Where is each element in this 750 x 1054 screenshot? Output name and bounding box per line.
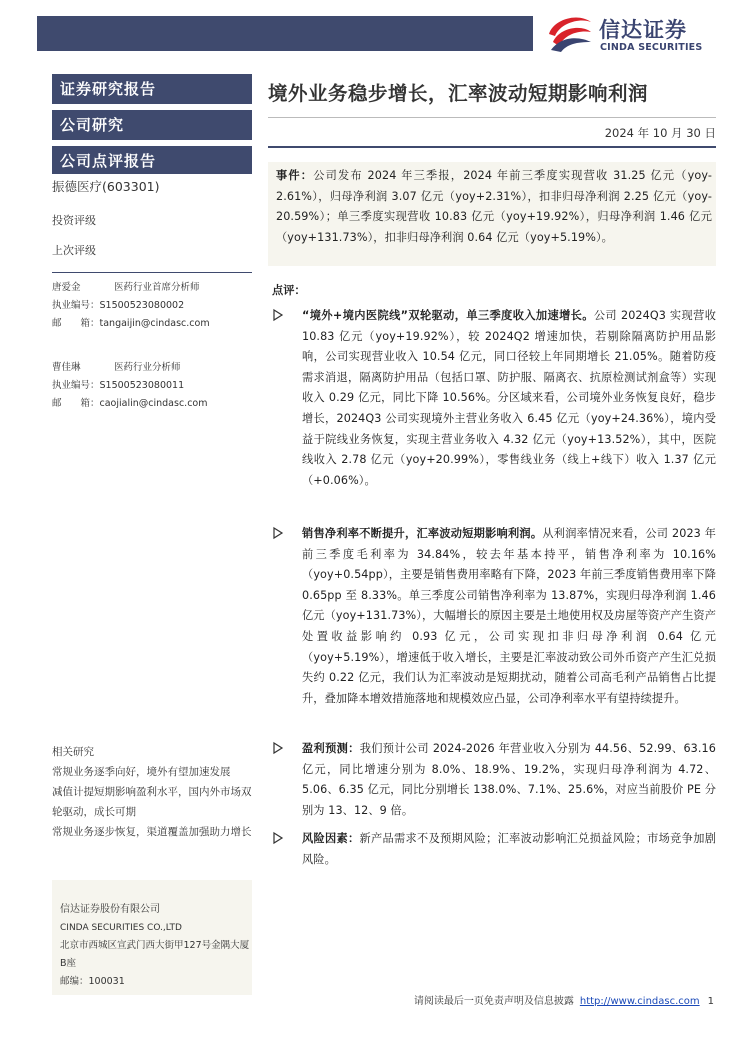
cert-label: 执业编号： <box>52 300 100 311</box>
company-en: CINDA SECURITIES CO.,LTD <box>60 923 182 933</box>
related-item[interactable]: 减值计提短期影响盈利水平，国内外市场双轮驱动，成长可期 <box>52 786 252 818</box>
cinda-logo-icon <box>547 14 593 52</box>
bullet-content <box>302 829 716 870</box>
related-research <box>52 742 252 842</box>
bullet-heading: 销售净利率不断提升，汇率波动短期影响利润。 <box>302 527 543 540</box>
analyst-email[interactable]: tangaijin@cindasc.com <box>99 318 210 329</box>
analyst-email[interactable]: caojialin@cindasc.com <box>99 398 208 409</box>
bullet-text: 新产品需求不及预期风险；汇率波动影响汇兑损益风险；市场竞争加剧风险。 <box>302 832 716 866</box>
bullet-heading: “境外+境内医院线”双轮驱动，单三季度收入加速增长。 <box>302 309 594 322</box>
arrow-bullet-icon <box>272 831 284 845</box>
analyst-name: 唐爱金 <box>52 282 81 293</box>
company-info-panel <box>52 880 252 995</box>
logo-chinese-name: 信达证券 <box>599 18 687 42</box>
arrow-bullet-icon <box>272 526 284 540</box>
analyst-name: 曹佳琳 <box>52 362 81 373</box>
footer-disclaimer: 请阅读最后一页免责声明及信息披露 <box>413 996 574 1007</box>
cert-label: 执业编号： <box>52 380 100 391</box>
prev-rating-label: 上次评级 <box>52 244 96 257</box>
bullet-content <box>302 739 716 821</box>
related-title: 相关研究 <box>52 746 94 758</box>
email-label: 邮 箱： <box>52 398 100 409</box>
related-item[interactable]: 常规业务逐步恢复，渠道覆盖加强助力增长 <box>52 826 252 838</box>
analyst-block <box>52 279 257 333</box>
page-number: 1 <box>707 996 714 1007</box>
sub-category-label: 公司点评报告 <box>52 146 252 174</box>
analyst-title: 医药行业首席分析师 <box>114 282 200 293</box>
cinda-logo <box>545 8 735 58</box>
company-cn: 信达证券股份有限公司 <box>60 904 160 915</box>
bullet-content <box>302 306 716 491</box>
bullet-content <box>302 524 716 709</box>
event-text: 公司发布 2024 年三季报，2024 年前三季度实现营收 31.25 亿元（yoy-2.61%），归母净利润 3.07 亿元（yoy+2.31%），扣非归母净利润 2.25 亿元（yoy-20.59%）；单三季度实现营收 10.83 亿元（yoy+19.92%），归母净利润 1.46 亿元（yoy+131.73%），扣非归母净利润 0.64 亿元（yoy+5.19%）。 <box>276 169 712 244</box>
company-postcode: 邮编：100031 <box>60 976 125 987</box>
bullet-text: 公司 2024Q3 实现营收 10.83 亿元（yoy+19.92%），较 2024Q2 增速加快，若剔除隔离防护用品影响，公司实现营业收入 10.54 亿元，同口径较上年同期增长 21.05%。随着防疫需求消退，隔离防护用品（包括口罩、防护服、隔离衣、抗原检测试剂盒等）实现收入 0.29 亿元，同比下降 10.56%。分区域来看，公司境外业务恢复良好，稳步增长，2024Q3 公司实现境外主营业务收入 6.45 亿元（yoy+24.36%），境内受益于院线业务恢复，实现主营业务收入 4.32 亿元（yoy+13.52%），其中，医院线收入 2.78 亿元（yoy+20.99%），零售线业务（线上+线下）收入 1.37 亿元（+0.06%）。 <box>302 309 716 487</box>
bullet-text: 我们预计公司 2024-2026 年营业收入分别为 44.56、52.99、63.16 亿元，同比增速分别为 8.0%、18.9%、19.2%，实现归母净利润为 4.72、5.06、6.35 亿元，同比分别增长 138.0%、7.1%、25.6%，对应当前股价 PE 分别为 13、12、9 倍。 <box>302 742 716 817</box>
date-divider <box>268 146 716 148</box>
arrow-bullet-icon <box>272 308 284 322</box>
analyst-title: 医药行业分析师 <box>114 362 181 373</box>
logo-english-name: CINDA SECURITIES <box>600 42 703 53</box>
bullet-text: 从利润率情况来看，公司 2023 年前三季度毛利率为 34.84%，较去年基本持平，销售净利率为 10.16%（yoy+0.54pp），主要是销售费用率略有下降，2023 年前三季度销售费用率下降 0.65pp 至 8.33%。单三季度公司销售净利率为 13.87%，实现归母净利润 1.46 亿元（yoy+131.73%），大幅增长的原因主要是土地使用权及房屋等资产产生资产处置收益影响约 0.93 亿元，公司实现扣非归母净利润 0.64 亿元（yoy+5.19%），增速低于收入增长，主要是汇率波动致公司外币资产产生汇兑损失约 0.22 亿元，我们认为汇率波动是短期扰动，随着公司高毛利产品销售占比提升，叠加降本增效措施落地和规模效应凸显，公司净利率水平有望持续提升。 <box>302 527 716 705</box>
analyst-cert: S1500523080002 <box>99 300 185 311</box>
related-item[interactable]: 常规业务逐季向好，境外有望加速发展 <box>52 766 231 778</box>
report-type-label: 证券研究报告 <box>52 74 252 104</box>
rating-label: 投资评级 <box>52 214 96 227</box>
report-title: 境外业务稳步增长，汇率波动短期影响利润 <box>268 82 649 105</box>
event-summary <box>276 166 712 248</box>
sidebar-separator <box>52 272 252 273</box>
title-divider <box>268 117 716 118</box>
category-label: 公司研究 <box>52 110 252 140</box>
header-bar <box>37 16 533 51</box>
footer-link[interactable]: http://www.cindasc.com <box>579 996 700 1007</box>
analyst-cert: S1500523080011 <box>99 380 185 391</box>
report-date: 2024 年 10 月 30 日 <box>604 126 716 140</box>
page-footer <box>414 992 714 1007</box>
email-label: 邮 箱： <box>52 318 100 329</box>
company-name: 振德医疗(603301) <box>52 179 160 194</box>
event-label: 事件： <box>276 169 314 182</box>
bullet-heading: 盈利预测： <box>302 742 360 755</box>
comment-label: 点评： <box>272 284 306 297</box>
arrow-bullet-icon <box>272 741 284 755</box>
analyst-block <box>52 359 257 413</box>
sidebar-divider <box>52 104 252 105</box>
bullet-heading: 风险因素： <box>302 832 360 845</box>
company-address: 北京市西城区宣武门西大街甲127号金隅大厦B座 <box>60 940 250 969</box>
